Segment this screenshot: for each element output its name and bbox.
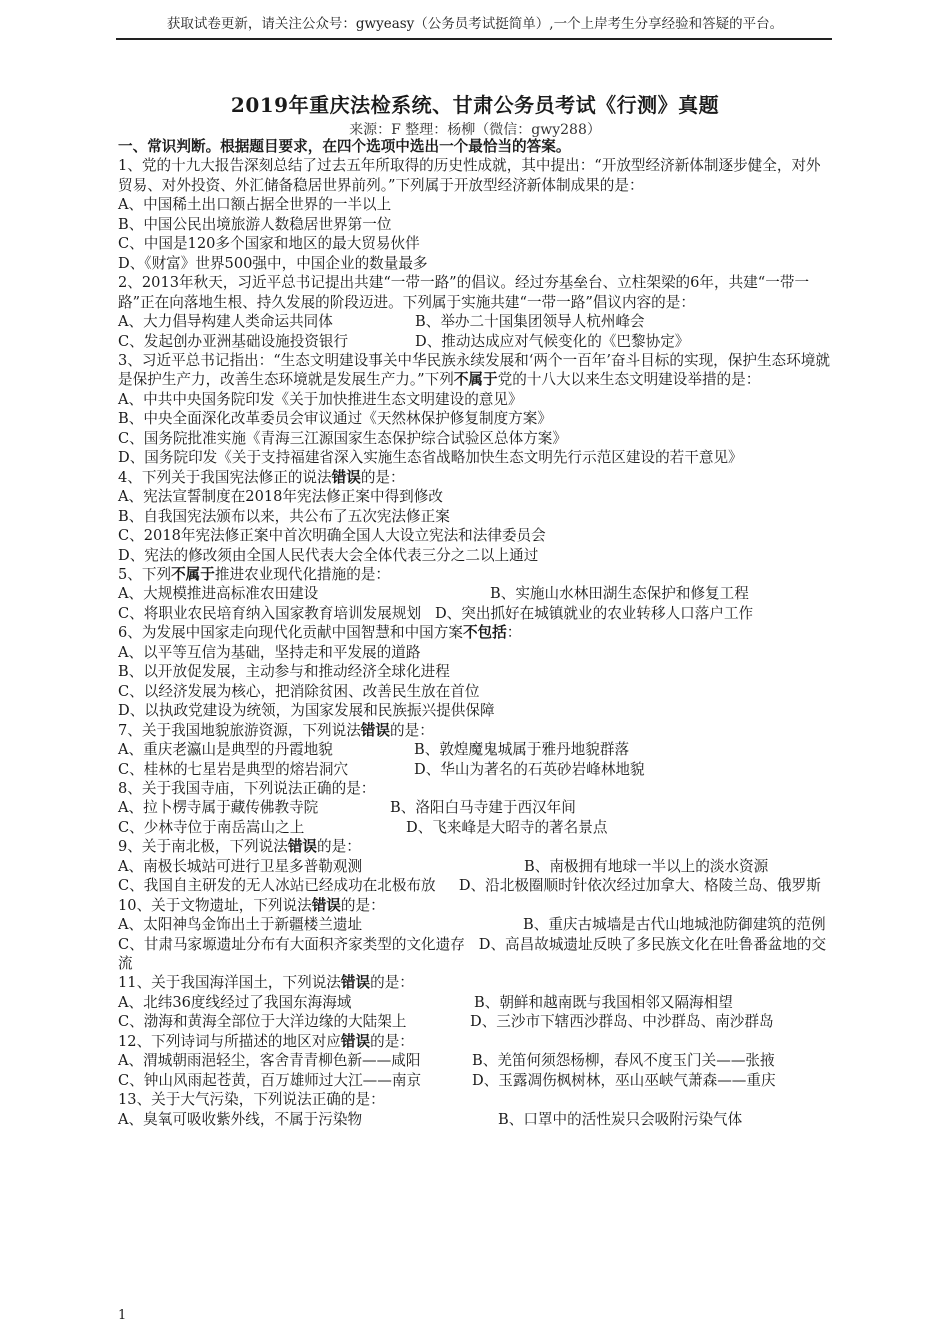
option-row (118, 876, 832, 895)
option-a: A、大力倡导构建人类命运共同体 (118, 313, 333, 331)
option-b: B、中国公民出境旅游人数稳居世界第一位 (118, 215, 392, 233)
option-b: B、羌笛何须怨杨柳，春风不度玉门关——张掖 (472, 1052, 775, 1070)
stem-emphasis: 错误 (287, 838, 318, 856)
question-stem (118, 623, 832, 642)
option-c: C、发起创办亚洲基础设施投资银行 (118, 332, 349, 350)
option-a: A、渭城朝雨浥轻尘，客舍青青柳色新——咸阳 (118, 1052, 421, 1070)
stem-text: 4、下列关于我国宪法修正的说法 (118, 468, 332, 486)
option-c: C、将职业农民培育纳入国家教育培训发展规划 (118, 604, 422, 622)
option-row (118, 798, 832, 817)
stem-text: 3、习近平总书记指出：“生态文明建设事关中华民族永续发展和‘两个一百年’奋斗目标的实现，保护生态环境就是保护生产力，改善生态环境就是发展生产力。”下列 (118, 351, 830, 389)
option-c: C、少林寺位于南岳嵩山之上 (118, 818, 305, 836)
option-row (118, 1071, 832, 1090)
option-row (118, 915, 832, 934)
option-d: D、推动达成应对气候变化的《巴黎协定》 (415, 332, 690, 350)
option-d: D、宪法的修改须由全国人民代表大会全体代表三分之二以上通过 (118, 546, 539, 564)
stem-text: ： (506, 624, 522, 642)
stem-text: 6、为发展中国家走向现代化贡献中国智慧和中国方案 (118, 624, 463, 642)
option-c: C、渤海和黄海全部位于大洋边缘的大陆架上 (118, 1013, 407, 1031)
option-d: D、玉露凋伤枫树林，巫山巫峡气萧森——重庆 (472, 1071, 776, 1089)
question-3 (118, 351, 832, 468)
question-stem (118, 837, 832, 856)
stem-text: 5、下列 (118, 565, 172, 583)
stem-text: 11、关于我国海洋国土，下列说法 (118, 974, 341, 992)
question-stem (118, 973, 832, 992)
option-d: D、飞来峰是大昭寺的著名景点 (406, 818, 608, 836)
option-a: A、以平等互信为基础，坚持走和平发展的道路 (118, 643, 421, 661)
question-5 (118, 565, 832, 623)
option-d: D、沿北极圈顺时针依次经过加拿大、格陵兰岛、俄罗斯 (458, 877, 821, 895)
option-d: D、国务院印发《关于支持福建省深入实施生态省战略加快生态文明先行示范区建设的若干意见》 (118, 449, 743, 467)
option-row (118, 1012, 832, 1031)
option-d: D、高昌故城遗址反映了多民族文化在吐鲁番盆地的交流 (118, 935, 827, 973)
stem-emphasis: 不属于 (171, 565, 215, 583)
stem-emphasis: 不属于 (453, 371, 498, 389)
option-row (118, 312, 832, 331)
stem-emphasis: 错误 (311, 896, 341, 914)
stem-text: 7、关于我国地貌旅游资源，下列说法 (118, 721, 361, 739)
option-d: D、以执政党建设为统领，为国家发展和民族振兴提供保障 (118, 702, 495, 720)
option-row (118, 857, 832, 876)
option-a: A、中共中央国务院印发《关于加快推进生态文明建设的意见》 (118, 390, 523, 408)
stem-text: 的是： (340, 896, 385, 914)
question-12 (118, 1032, 832, 1090)
option-row (118, 604, 832, 623)
option-row (118, 1110, 832, 1129)
question-stem (118, 721, 832, 740)
question-stem: 2、2013年秋天，习近平总书记提出共建“一带一路”的倡议。经过夯基垒台、立柱架梁的6年，共建“一带一路”正在向落地生根、持久发展的阶段迈进。下列属于实施共建“一带一路”倡议内容的是： (118, 274, 810, 311)
option-row (118, 935, 832, 974)
stem-text: 的是： (370, 1032, 414, 1050)
page-number: 1 (118, 1308, 127, 1323)
option-a: A、拉卜楞寺属于藏传佛教寺院 (118, 799, 319, 817)
option-c: C、桂林的七星岩是典型的熔岩洞穴 (118, 760, 349, 778)
stem-text: 的是： (360, 468, 405, 486)
question-stem (118, 468, 832, 487)
question-stem (118, 1032, 832, 1051)
option-row (118, 332, 832, 351)
option-a: A、大规模推进高标准农田建设 (118, 585, 319, 603)
option-a: A、宪法宣誓制度在2018年宪法修正案中得到修改 (118, 488, 443, 506)
stem-emphasis: 错误 (360, 721, 390, 739)
question-2 (118, 273, 832, 351)
stem-text: 党的十八大以来生态文明建设举措的是： (497, 371, 761, 389)
stem-emphasis: 错误 (340, 1032, 371, 1050)
header-divider (116, 38, 832, 40)
question-11 (118, 973, 832, 1031)
option-a: A、重庆老瀛山是典型的丹霞地貌 (118, 741, 333, 759)
option-c: C、我国自主研发的无人冰站已经成功在北极布放 (118, 877, 436, 895)
option-d: D、突出抓好在城镇就业的农业转移人口落户工作 (434, 604, 754, 622)
document-body (118, 137, 832, 1129)
stem-text: 9、关于南北极，下列说法 (118, 838, 288, 856)
question-stem: 8、关于我国寺庙，下列说法正确的是： (118, 779, 376, 797)
question-10 (118, 896, 832, 974)
option-b: B、以开放促发展，主动参与和推动经济全球化进程 (118, 663, 450, 681)
option-b: B、朝鲜和越南既与我国相邻又隔海相望 (474, 993, 733, 1011)
section-heading: 一、常识判断。根据题目要求，在四个选项中选出一个最恰当的答案。 (118, 138, 571, 155)
stem-text: 12、下列诗词与所描述的地区对应 (118, 1032, 341, 1050)
option-row (118, 584, 832, 603)
question-stem (118, 351, 832, 390)
option-a: A、北纬36度线经过了我国东海海域 (118, 993, 352, 1011)
question-4 (118, 468, 832, 565)
option-a: A、太阳神鸟金饰出土于新疆楼兰遗址 (118, 916, 363, 934)
stem-emphasis: 错误 (340, 974, 371, 992)
option-row (118, 740, 832, 759)
option-b: B、洛阳白马寺建于西汉年间 (390, 799, 576, 817)
stem-text: 的是： (370, 974, 414, 992)
option-b: B、自我国宪法颁布以来，共公布了五次宪法修正案 (118, 507, 450, 525)
option-a: A、南极长城站可进行卫星多普勒观测 (118, 857, 363, 875)
question-stem (118, 565, 832, 584)
option-b: B、中央全面深化改革委员会审议通过《天然林保护修复制度方案》 (118, 410, 552, 428)
question-8 (118, 779, 832, 837)
question-7 (118, 721, 832, 779)
stem-emphasis: 错误 (331, 468, 361, 486)
option-d: D、三沙市下辖西沙群岛、中沙群岛、南沙群岛 (470, 1013, 774, 1031)
stem-text: 的是： (317, 838, 361, 856)
stem-text: 的是： (390, 721, 434, 739)
option-c: C、甘肃马家塬遗址分布有大面积齐家类型的文化遗存 (118, 935, 465, 953)
option-c: C、国务院批准实施《青海三江源国家生态保护综合试验区总体方案》 (118, 429, 567, 447)
source-line: 来源：F 整理：杨柳（微信：gwy288） (349, 122, 601, 138)
option-b: B、举办二十国集团领导人杭州峰会 (415, 313, 645, 331)
document-title: 2019年重庆法检系统、甘肃公务员考试《行测》真题 (230, 93, 720, 117)
question-9 (118, 837, 832, 895)
question-stem: 1、党的十九大报告深刻总结了过去五年所取得的历史性成就，其中提出：“开放型经济新体制逐步健全，对外贸易、对外投资、外汇储备稳居世界前列。”下列属于开放型经济新体制成果的是： (118, 157, 821, 194)
option-a: A、中国稀土出口额占据全世界的一半以上 (118, 196, 392, 214)
option-b: B、实施山水林田湖生态保护和修复工程 (490, 585, 749, 603)
option-c: C、钟山风雨起苍黄，百万雄师过大江——南京 (118, 1071, 422, 1089)
option-row (118, 760, 832, 779)
option-b: B、口罩中的活性炭只会吸附污染气体 (498, 1110, 743, 1128)
page-header: 获取试卷更新，请关注公众号：gwyeasy（公务员考试挺简单）,一个上岸考生分享经验和答疑的平台。 (166, 16, 784, 32)
stem-emphasis: 不包括 (462, 624, 507, 642)
option-row (118, 1051, 832, 1070)
stem-text: 10、关于文物遗址，下列说法 (118, 896, 312, 914)
option-row (118, 993, 832, 1012)
question-1 (118, 156, 832, 273)
option-d: D、华山为著名的石英砂岩峰林地貌 (414, 760, 645, 778)
option-d: D、《财富》世界500强中，中国企业的数量最多 (118, 254, 428, 272)
question-13 (118, 1090, 832, 1129)
option-c: C、2018年宪法修正案中首次明确全国人大设立宪法和法律委员会 (118, 527, 546, 545)
option-row (118, 818, 832, 837)
stem-text: 推进农业现代化措施的是： (214, 565, 391, 583)
question-6 (118, 623, 832, 720)
question-stem (118, 896, 832, 915)
option-b: B、敦煌魔鬼城属于雅丹地貌群落 (414, 741, 630, 759)
option-a: A、臭氧可吸收紫外线，不属于污染物 (118, 1110, 363, 1128)
option-b: B、重庆古城墙是古代山地城池防御建筑的范例 (523, 916, 826, 934)
question-stem: 13、关于大气污染，下列说法正确的是： (118, 1091, 385, 1109)
option-c: C、中国是120多个国家和地区的最大贸易伙伴 (118, 235, 420, 253)
option-c: C、以经济发展为核心，把消除贫困、改善民生放在首位 (118, 682, 480, 700)
option-b: B、南极拥有地球一半以上的淡水资源 (524, 857, 769, 875)
